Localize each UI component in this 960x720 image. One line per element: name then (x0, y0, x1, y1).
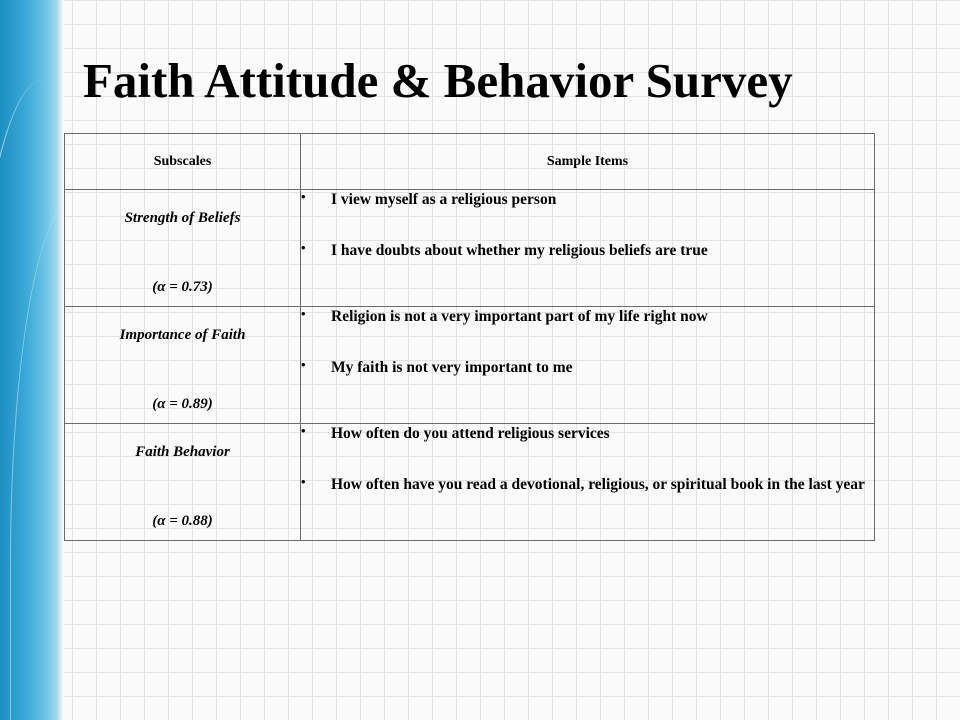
subscale-cell (65, 424, 301, 541)
sample-item-text: Religion is not a very important part of my life right now (331, 308, 708, 325)
subscale-alpha: (α = 0.88) (152, 513, 213, 529)
sample-items-list (301, 424, 874, 495)
header-subscales: Subscales (65, 134, 301, 190)
sample-items-list (301, 190, 874, 261)
subscale-cell (65, 307, 301, 424)
sample-items-cell (301, 307, 875, 424)
sample-items-list (301, 307, 874, 378)
list-item (301, 475, 874, 495)
bullet-dot-icon: • (301, 474, 306, 489)
list-item (301, 358, 874, 378)
bullet-dot-icon: • (301, 189, 306, 204)
bullet-dot-icon: • (301, 240, 306, 255)
decorative-side-bar (0, 0, 58, 720)
header-sample-items: Sample Items (301, 134, 875, 190)
subscale-name: Importance of Faith (119, 327, 246, 343)
bullet-dot-icon: • (301, 423, 306, 438)
list-item (301, 190, 874, 210)
subscale-alpha: (α = 0.89) (152, 396, 213, 412)
bullet-dot-icon: • (301, 306, 306, 321)
list-item (301, 307, 874, 327)
sample-item-text: How often do you attend religious services (331, 425, 610, 442)
bullet-dot-icon: • (301, 357, 306, 372)
sample-items-cell (301, 424, 875, 541)
sample-item-text: My faith is not very important to me (331, 359, 573, 376)
subscale-name: Strength of Beliefs (124, 210, 241, 226)
subscale-name: Faith Behavior (135, 444, 230, 460)
table-row (65, 190, 875, 307)
table-header-row (65, 134, 875, 190)
survey-table (64, 133, 875, 541)
sample-items-cell (301, 190, 875, 307)
sample-item-text: I have doubts about whether my religious beliefs are true (331, 242, 708, 259)
list-item (301, 424, 874, 444)
list-item (301, 241, 874, 261)
sample-item-text: How often have you read a devotional, religious, or spiritual book in the last year (331, 476, 865, 493)
slide-title: Faith Attitude & Behavior Survey (83, 53, 793, 108)
subscale-alpha: (α = 0.73) (152, 279, 213, 295)
table-row (65, 424, 875, 541)
sample-item-text: I view myself as a religious person (331, 191, 557, 208)
table-row (65, 307, 875, 424)
subscale-cell (65, 190, 301, 307)
